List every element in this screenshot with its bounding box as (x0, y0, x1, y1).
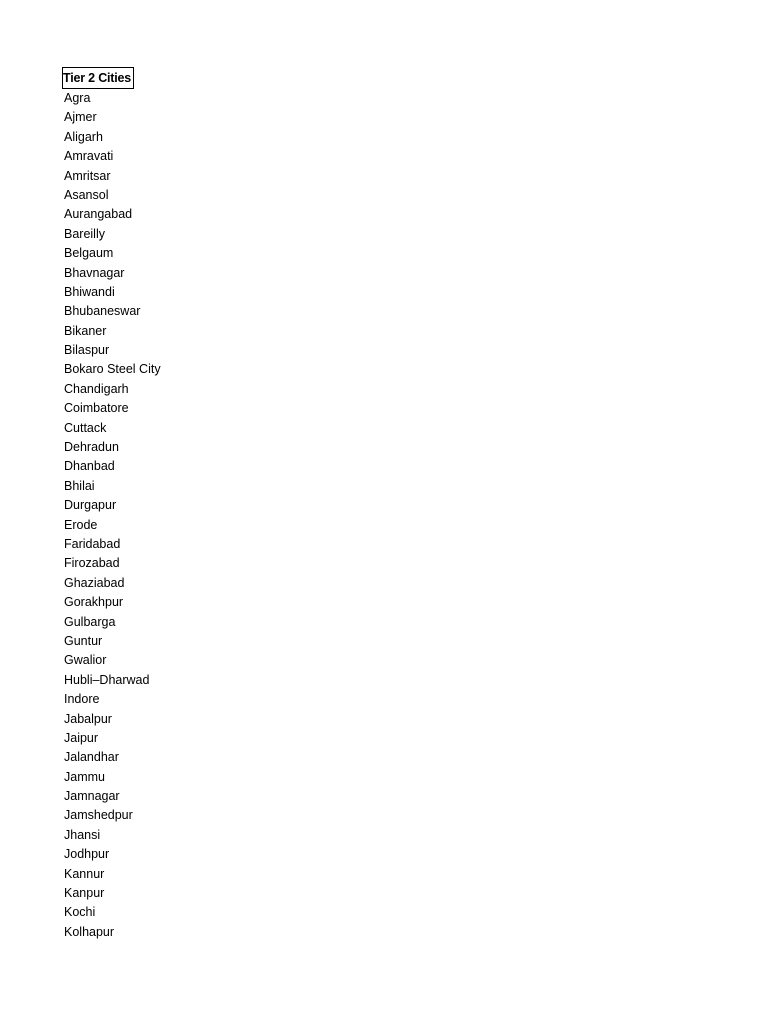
city-cell[interactable]: Kannur (64, 866, 105, 881)
city-cell[interactable]: Aurangabad (64, 207, 133, 222)
city-cell[interactable]: Erode (64, 517, 98, 532)
city-cell[interactable]: Faridabad (64, 536, 121, 551)
city-cell[interactable]: Jalandhar (64, 750, 119, 765)
city-cell[interactable]: Gorakhpur (64, 595, 124, 610)
city-cell[interactable]: Guntur (64, 633, 103, 648)
city-cell[interactable]: Bhavnagar (64, 265, 125, 280)
city-cell[interactable]: Belgaum (64, 246, 114, 261)
city-cell[interactable]: Kanpur (64, 886, 105, 901)
city-cell[interactable]: Amritsar (64, 168, 111, 183)
city-cell[interactable]: Bhubaneswar (64, 304, 141, 319)
city-cell[interactable]: Jhansi (64, 827, 101, 842)
city-cell[interactable]: Bareilly (64, 226, 105, 241)
city-cell[interactable]: Jamshedpur (64, 808, 133, 823)
city-cell[interactable]: Agra (64, 91, 91, 105)
city-cell[interactable]: Bilaspur (64, 343, 110, 358)
city-cell[interactable]: Jammu (64, 769, 105, 784)
city-cell[interactable]: Jodhpur (64, 847, 110, 862)
selected-header-cell[interactable]: Tier 2 Cities (62, 67, 134, 89)
city-cell[interactable]: Gwalior (64, 653, 107, 668)
city-cell[interactable]: Gulbarga (64, 614, 116, 629)
city-cell[interactable]: Bhiwandi (64, 284, 115, 299)
city-cell[interactable]: Kolhapur (64, 924, 115, 939)
city-cell[interactable]: Amravati (64, 149, 114, 164)
city-cell[interactable]: Cuttack (64, 420, 107, 435)
city-cell[interactable]: Bokaro Steel City (64, 362, 161, 377)
city-cell[interactable]: Indore (64, 692, 100, 707)
city-cell[interactable]: Chandigarh (64, 381, 129, 396)
city-cell[interactable]: Bhilai (64, 478, 95, 493)
city-cell[interactable]: Bikaner (64, 323, 107, 338)
city-list (62, 89, 262, 942)
city-cell[interactable]: Ghaziabad (64, 575, 125, 590)
city-cell[interactable]: Durgapur (64, 498, 117, 513)
city-cell[interactable]: Jamnagar (64, 789, 120, 804)
city-cell[interactable]: Firozabad (64, 556, 120, 571)
city-cell[interactable]: Dehradun (64, 440, 119, 455)
city-cell[interactable]: Kochi (64, 905, 96, 920)
city-cell[interactable]: Ajmer (64, 110, 97, 125)
city-cell[interactable]: Jaipur (64, 730, 99, 745)
city-cell[interactable]: Coimbatore (64, 401, 129, 416)
city-cell[interactable]: Aligarh (64, 129, 103, 144)
spreadsheet-column (62, 67, 262, 942)
city-cell[interactable]: Jabalpur (64, 711, 112, 726)
city-cell[interactable]: Dhanbad (64, 459, 115, 474)
city-cell[interactable]: Hubli–Dharwad (64, 672, 150, 687)
city-cell[interactable]: Asansol (64, 187, 109, 202)
